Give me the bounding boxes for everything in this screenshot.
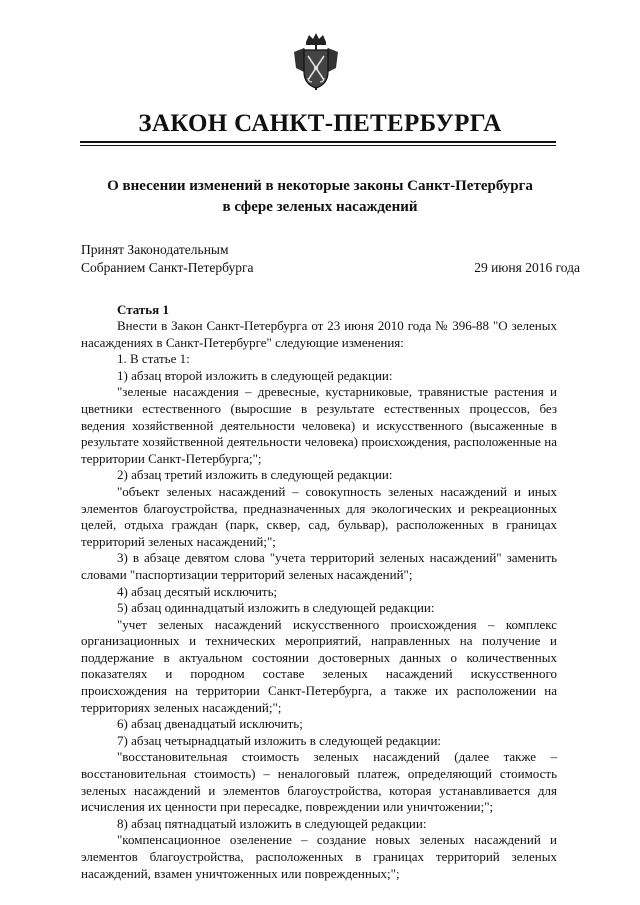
title-divider-thick	[80, 141, 556, 143]
subtitle-line-1: О внесении изменений в некоторые законы Санкт-Петербурга	[107, 178, 533, 194]
adoption-date: 29 июня 2016 года	[474, 260, 580, 275]
paragraph: 1) абзац второй изложить в следующей редакции:	[117, 367, 393, 383]
article-heading: Статья 1	[117, 302, 169, 317]
paragraph: 7) абзац четырнадцатый изложить в следующей редакции:	[117, 732, 442, 748]
adoption-line-2: Собранием Санкт-Петербурга	[81, 259, 254, 275]
paragraph: 8) абзац пятнадцатый изложить в следующей редакции:	[117, 815, 427, 831]
document-subtitle	[0, 176, 640, 218]
title-divider-thin	[80, 145, 556, 146]
paragraph: 3) в абзаце девятом слова "учета территорий зеленых насаждений" заменить словами "паспортизации территорий зеленых насаждений";	[81, 550, 557, 582]
quoted-paragraph: "восстановительная стоимость зеленых насаждений (далее также – восстановительная стоимость) – неналоговый платеж, определяющий стоимость зеленых насаждений и элементов благоустройства, которая устанавливается для исчисления их ценности при пересадке, повреждении или уничтожении;";	[81, 749, 557, 815]
paragraph: 5) абзац одиннадцатый изложить в следующей редакции:	[117, 600, 435, 616]
quoted-paragraph: "зеленые насаждения – древесные, кустарниковые, травянистые растения и цветники естественного (выросшие в результате естественных процессов, без ведения хозяйственной деятельности человека) и искусственного (высаженные в результате хозяйственной деятельности человека) происхождения, расположенные на территории Санкт-Петербурга;";	[81, 384, 557, 466]
paragraph: 2) абзац третий изложить в следующей редакции:	[117, 467, 393, 483]
paragraph: 1. В статье 1:	[117, 351, 190, 367]
article-body	[81, 318, 557, 882]
law-title: ЗАКОН САНКТ-ПЕТЕРБУРГА	[138, 110, 502, 137]
adoption-body	[81, 241, 254, 276]
adoption-line-1: Принят Законодательным	[81, 242, 229, 257]
quoted-paragraph: "учет зеленых насаждений искусственного происхождения – комплекс организационных и технических мероприятий, направленных на получение и поддержание в актуальном состоянии достоверных данных о количественных показателях и породном составе зеленых насаждений искусственного происхождения на территории Санкт-Петербурга, а также их расположении на территориях зеленых насаждений;";	[81, 616, 557, 715]
coat-of-arms-icon	[290, 32, 342, 92]
quoted-paragraph: "объект зеленых насаждений – совокупность зеленых насаждений и иных элементов благоустройства, предназначенных для экологических и рекреационных целей, отдыха граждан (парк, сквер, сад, бульвар), расположенных в границах территорий зеленых насаждений;";	[81, 483, 557, 549]
paragraph: 6) абзац двенадцатый исключить;	[117, 716, 303, 732]
paragraph: 4) абзац десятый исключить;	[117, 583, 278, 599]
subtitle-line-2: в сфере зеленых насаждений	[222, 199, 418, 215]
paragraph: Внести в Закон Санкт-Петербурга от 23 июня 2010 года № 396-88 "О зеленых насаждениях в Санкт-Петербурге" следующие изменения:	[81, 318, 557, 350]
quoted-paragraph: "компенсационное озеленение – создание новых зеленых насаждений и элементов благоустройства, расположенных в границах территорий зеленых насаждений, взамен уничтоженных или поврежденных;";	[81, 832, 557, 881]
